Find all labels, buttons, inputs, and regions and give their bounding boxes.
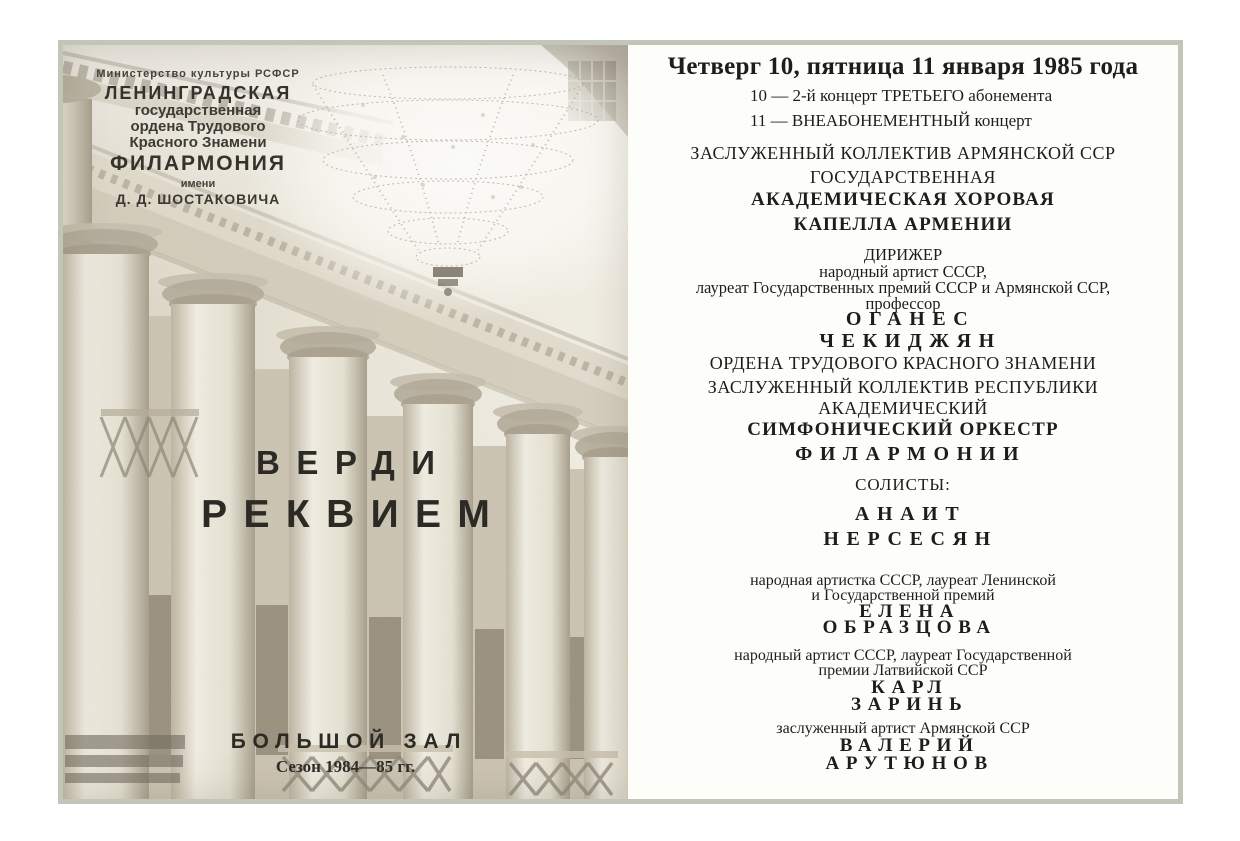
soloist-title: народный артист СССР, лауреат Государственной	[734, 647, 1072, 664]
soloist-name: КАРЛ	[871, 677, 949, 698]
org-line: Красного Знамени	[129, 134, 267, 151]
conductor-title: профессор	[865, 294, 941, 313]
org-line-imeni: имени	[180, 178, 216, 190]
conductor-title: народный артист СССР,	[819, 262, 987, 281]
right-page	[628, 45, 1178, 799]
soloist-title: народная артистка СССР, лауреат Ленинской	[750, 572, 1056, 589]
orchestra-line: ЗАСЛУЖЕННЫЙ КОЛЛЕКТИВ РЕСПУБЛИКИ	[707, 377, 1099, 397]
season-label: Сезон 1984—85 гг.	[275, 757, 416, 776]
choir-line: ЗАСЛУЖЕННЫЙ КОЛЛЕКТИВ АРМЯНСКОЙ ССР	[690, 143, 1116, 163]
date-title: Четверг 10, пятница 11 января 1985 года	[667, 53, 1139, 80]
conductor-name: ОГАНЕС	[845, 308, 976, 330]
soloist-title: и Государственной премий	[811, 587, 995, 604]
program-frame	[58, 40, 1183, 804]
soloist-name: ВАЛЕРИЙ	[839, 735, 980, 756]
org-line-leningrad: ЛЕНИНГРАДСКАЯ	[104, 83, 292, 103]
conductor-name: ЧЕКИДЖЯН	[819, 330, 1002, 352]
soloist-name: ОБРАЗЦОВА	[822, 617, 997, 638]
philharmonic-header	[63, 68, 333, 206]
soloist-name: АРУТЮНОВ	[825, 753, 994, 774]
soloist-name: АНАИТ	[854, 503, 967, 525]
orchestra-name: ФИЛАРМОНИИ	[795, 443, 1027, 465]
concert-note: 11 — ВНЕАБОНЕМЕНТНЫЙ концерт	[750, 111, 1032, 130]
choir-name: КАПЕЛЛА АРМЕНИИ	[793, 214, 1013, 235]
soloist-name: ЕЛЕНА	[859, 601, 961, 622]
composer-title: ВЕРДИ	[255, 444, 452, 481]
org-line-shostakovich: Д. Д. ШОСТАКОВИЧА	[115, 191, 281, 207]
soloist-name: НЕРСЕСЯН	[823, 528, 998, 550]
org-line: государственная	[134, 102, 262, 119]
work-title-block	[63, 446, 628, 535]
conductor-title: лауреат Государственных премий СССР и Армянской ССР,	[695, 278, 1111, 297]
concert-note: 10 — 2-й концерт ТРЕТЬЕГО абонемента	[750, 86, 1053, 105]
left-page	[63, 45, 628, 799]
soloist-name: ЗАРИНЬ	[850, 694, 969, 715]
orchestra-name: СИМФОНИЧЕСКИЙ ОРКЕСТР	[747, 419, 1059, 440]
work-title: РЕКВИЕМ	[201, 493, 507, 536]
org-line: ордена Трудового	[130, 118, 266, 135]
soloists-label: СОЛИСТЫ:	[855, 475, 951, 494]
soloist-title: премии Латвийской ССР	[818, 662, 988, 679]
org-line-philharmonia: ФИЛАРМОНИЯ	[110, 152, 286, 175]
orchestra-line: АКАДЕМИЧЕСКИЙ	[818, 398, 988, 418]
choir-line: ГОСУДАРСТВЕННАЯ	[810, 167, 996, 187]
ministry-line: Министерство культуры РСФСР	[96, 68, 300, 80]
conductor-label: ДИРИЖЕР	[863, 245, 943, 264]
choir-name: АКАДЕМИЧЕСКАЯ ХОРОВАЯ	[751, 189, 1055, 210]
hall-block	[63, 731, 628, 776]
soloist-title: заслуженный артист Армянской ССР	[776, 720, 1030, 737]
orchestra-line: ОРДЕНА ТРУДОВОГО КРАСНОГО ЗНАМЕНИ	[709, 353, 1097, 373]
hall-name: БОЛЬШОЙ ЗАЛ	[230, 730, 468, 753]
